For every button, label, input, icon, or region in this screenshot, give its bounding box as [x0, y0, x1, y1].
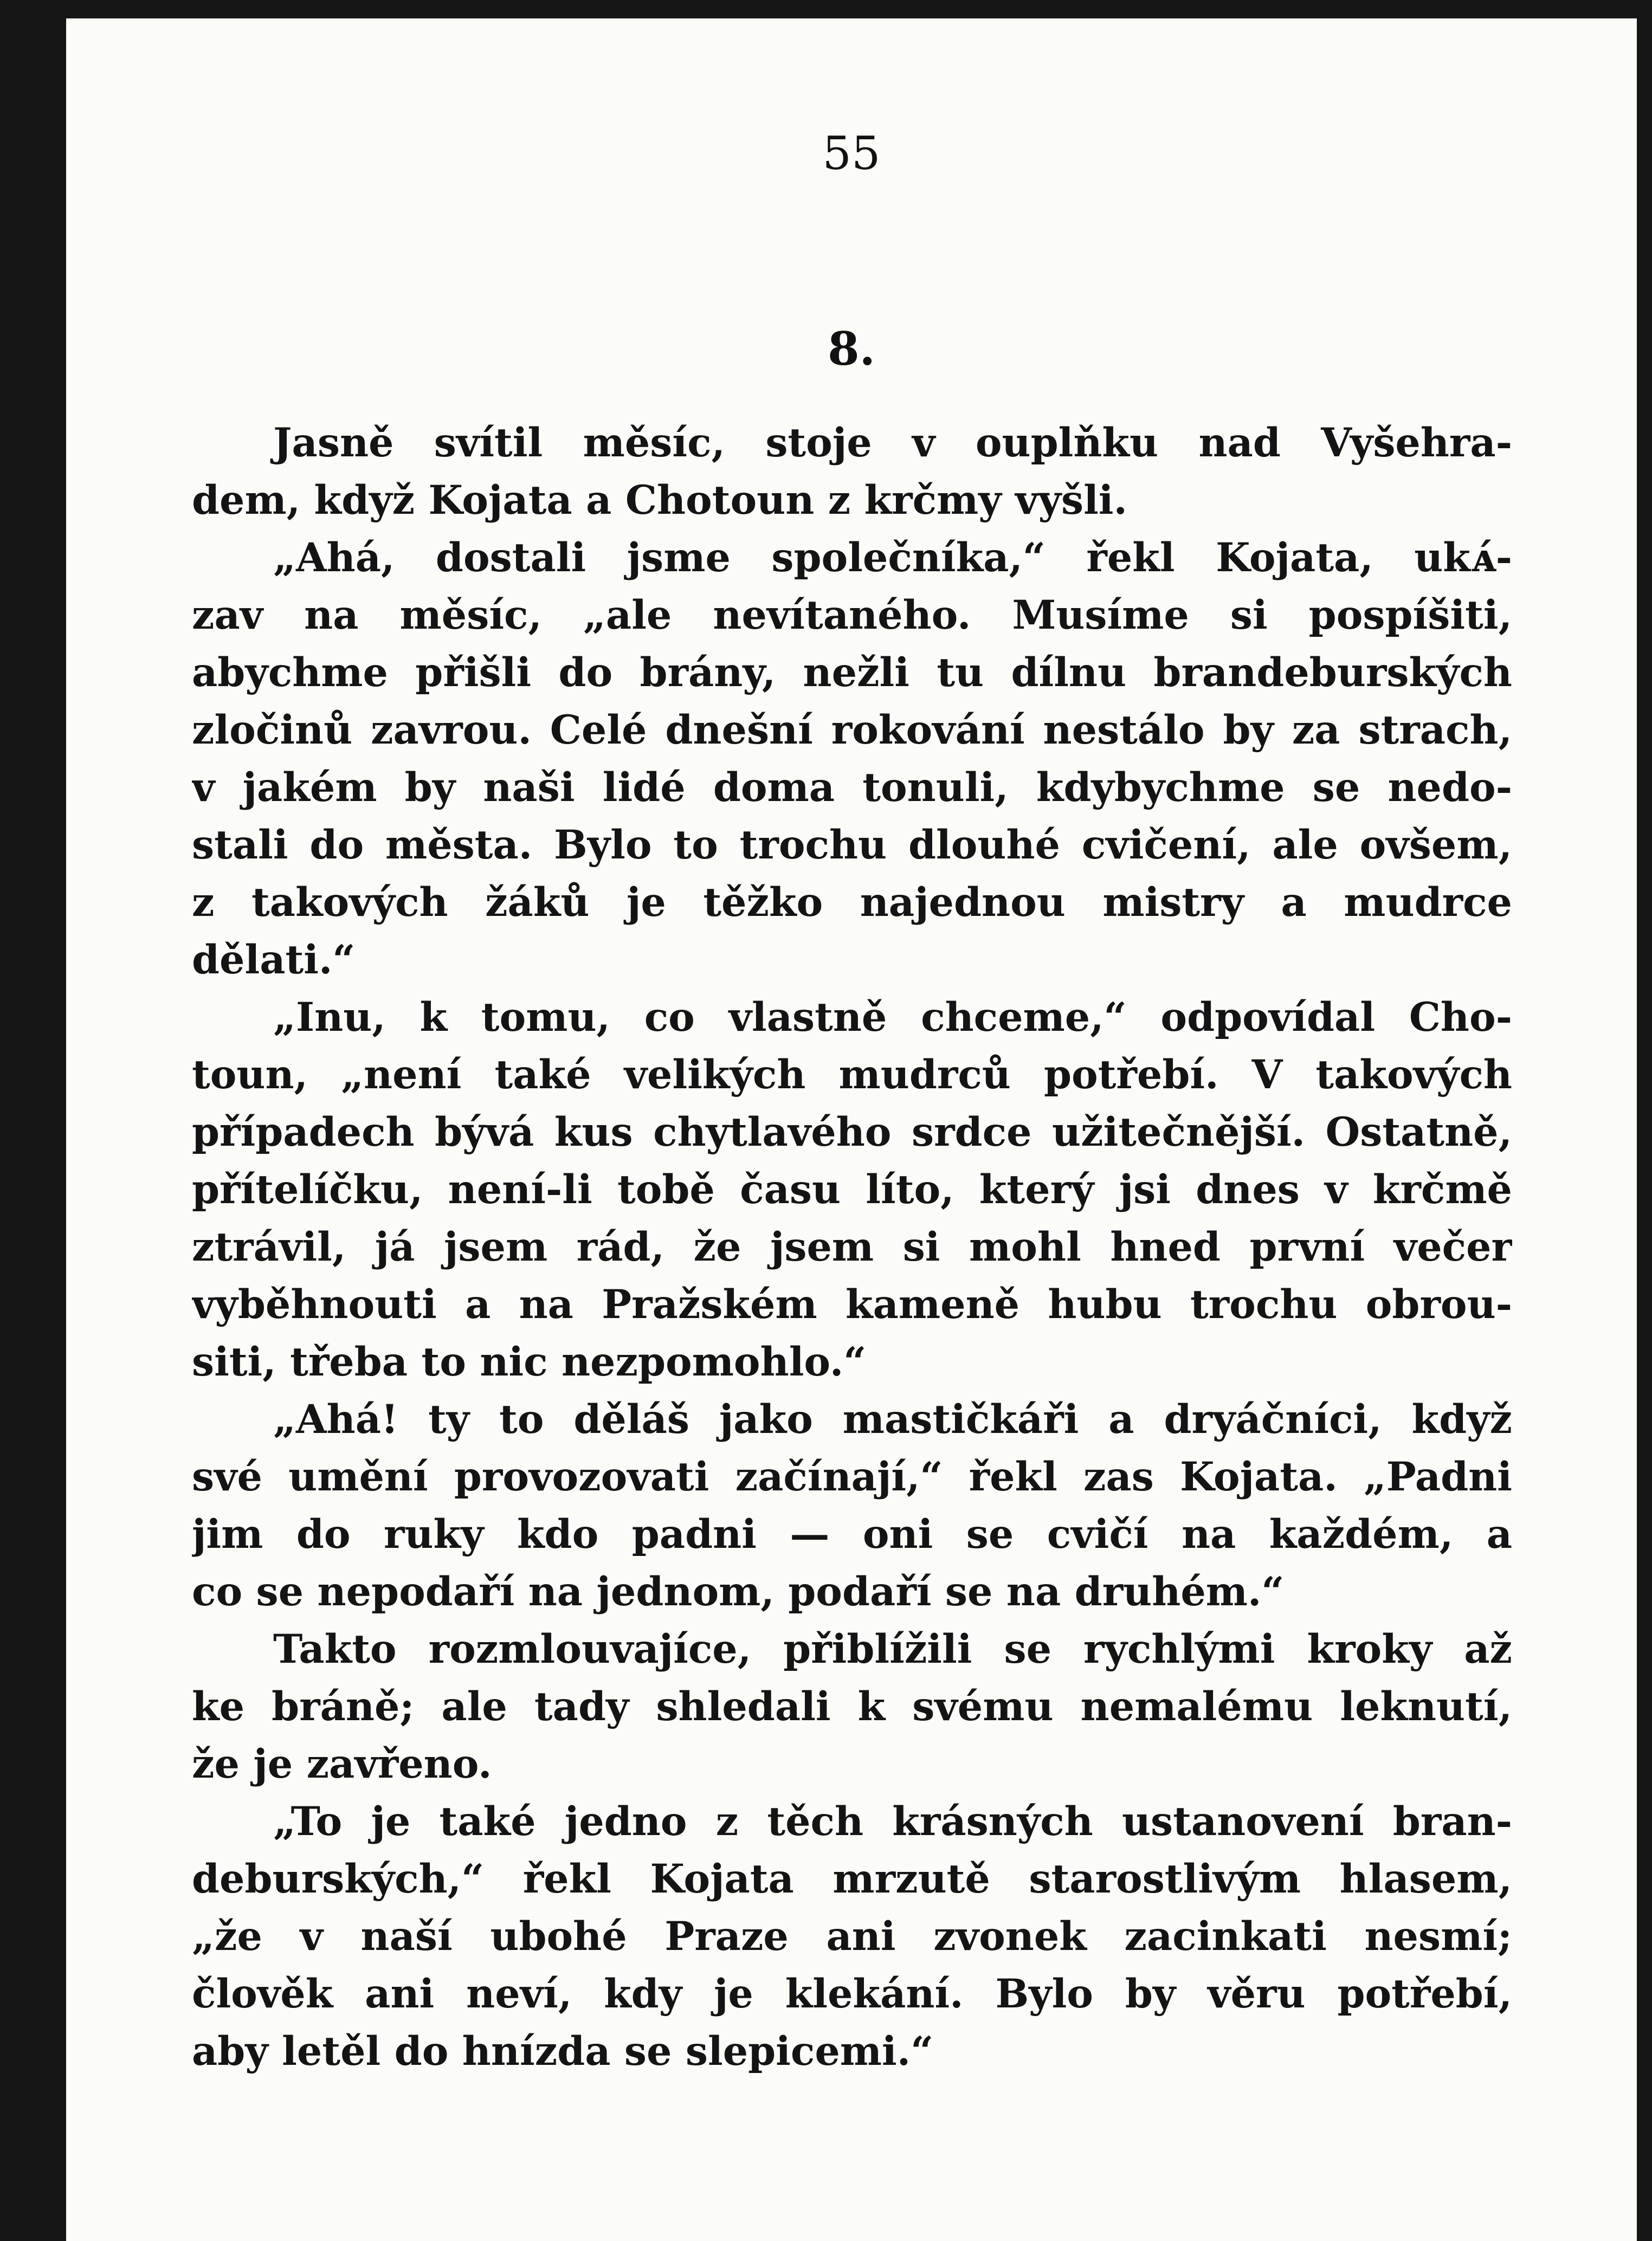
- text-line: „Ahá! ty to děláš jako mastičkáři a dryáčníci, když: [273, 1396, 1512, 1443]
- text-line: zav na měsíc, „ale nevítaného. Musíme si pospíšiti,: [192, 592, 1512, 638]
- text-line: člověk ani neví, kdy je klekání. Bylo by věru potřebí,: [192, 1971, 1512, 2017]
- text-line: deburských,“ řekl Kojata mrzutě starostlivým hlasem,: [192, 1856, 1512, 1902]
- text-line: „že v naší ubohé Praze ani zvonek zacinkati nesmí;: [192, 1913, 1512, 1960]
- text-line: ke bráně; ale tady shledali k svému nemalému leknutí,: [192, 1683, 1512, 1730]
- text-line: případech bývá kus chytlavého srdce užitečnější. Ostatně,: [192, 1109, 1512, 1155]
- book-page: [66, 18, 1637, 2241]
- text-line: toun, „není také velikých mudrců potřebí. V takových: [192, 1051, 1512, 1098]
- text-line: vyběhnouti a na Pražském kameně hubu trochu obrou-: [192, 1281, 1512, 1328]
- chapter-body-text: [192, 414, 1512, 2080]
- chapter-number: 8.: [828, 322, 875, 376]
- text-line: „Ahá, dostali jsme společníka,“ řekl Kojata, ukᴀ́-: [273, 534, 1512, 581]
- text-line: Takto rozmlouvajíce, přiblížili se rychlými kroky až: [273, 1626, 1512, 1672]
- text-line: jim do ruky kdo padni — oni se cvičí na každém, a: [192, 1511, 1512, 1558]
- text-line: siti, třeba to nic nezpomohlo.“: [192, 1339, 867, 1385]
- text-line: v jakém by naši lidé doma tonuli, kdybychme se nedo-: [192, 764, 1512, 811]
- text-line: stali do města. Bylo to trochu dlouhé cvičení, ale ovšem,: [192, 822, 1512, 868]
- text-line: aby letěl do hnízda se slepicemi.“: [192, 2028, 934, 2075]
- text-line: ztrávil, já jsem rád, že jsem si mohl hned první večer: [192, 1224, 1512, 1270]
- text-line: své umění provozovati začínají,“ řekl zas Kojata. „Padni: [192, 1454, 1512, 1500]
- text-line: z takových žáků je těžko najednou mistry a mudrce: [192, 879, 1512, 926]
- text-line: že je zavřeno.: [192, 1741, 492, 1787]
- text-line: „Inu, k tomu, co vlastně chceme,“ odpovídal Cho-: [273, 994, 1512, 1041]
- text-line: dělati.“: [192, 937, 356, 983]
- text-line: Jasně svítil měsíc, stoje v ouplňku nad Vyšehra-: [273, 419, 1512, 466]
- page-number: 55: [822, 127, 881, 180]
- text-line: zločinů zavrou. Celé dnešní rokování nestálo by za strach,: [192, 707, 1512, 753]
- text-line: co se nepodaří na jednom, podaří se na druhém.“: [192, 1568, 1285, 1615]
- text-line: „To je také jedno z těch krásných ustanovení bran-: [273, 1798, 1512, 1845]
- text-line: dem, když Kojata a Chotoun z krčmy vyšli.: [192, 477, 1127, 524]
- text-line: přítelíčku, není-li tobě času líto, který jsi dnes v krčmě: [192, 1166, 1512, 1213]
- text-line: abychme přišli do brány, nežli tu dílnu brandeburských: [192, 649, 1512, 696]
